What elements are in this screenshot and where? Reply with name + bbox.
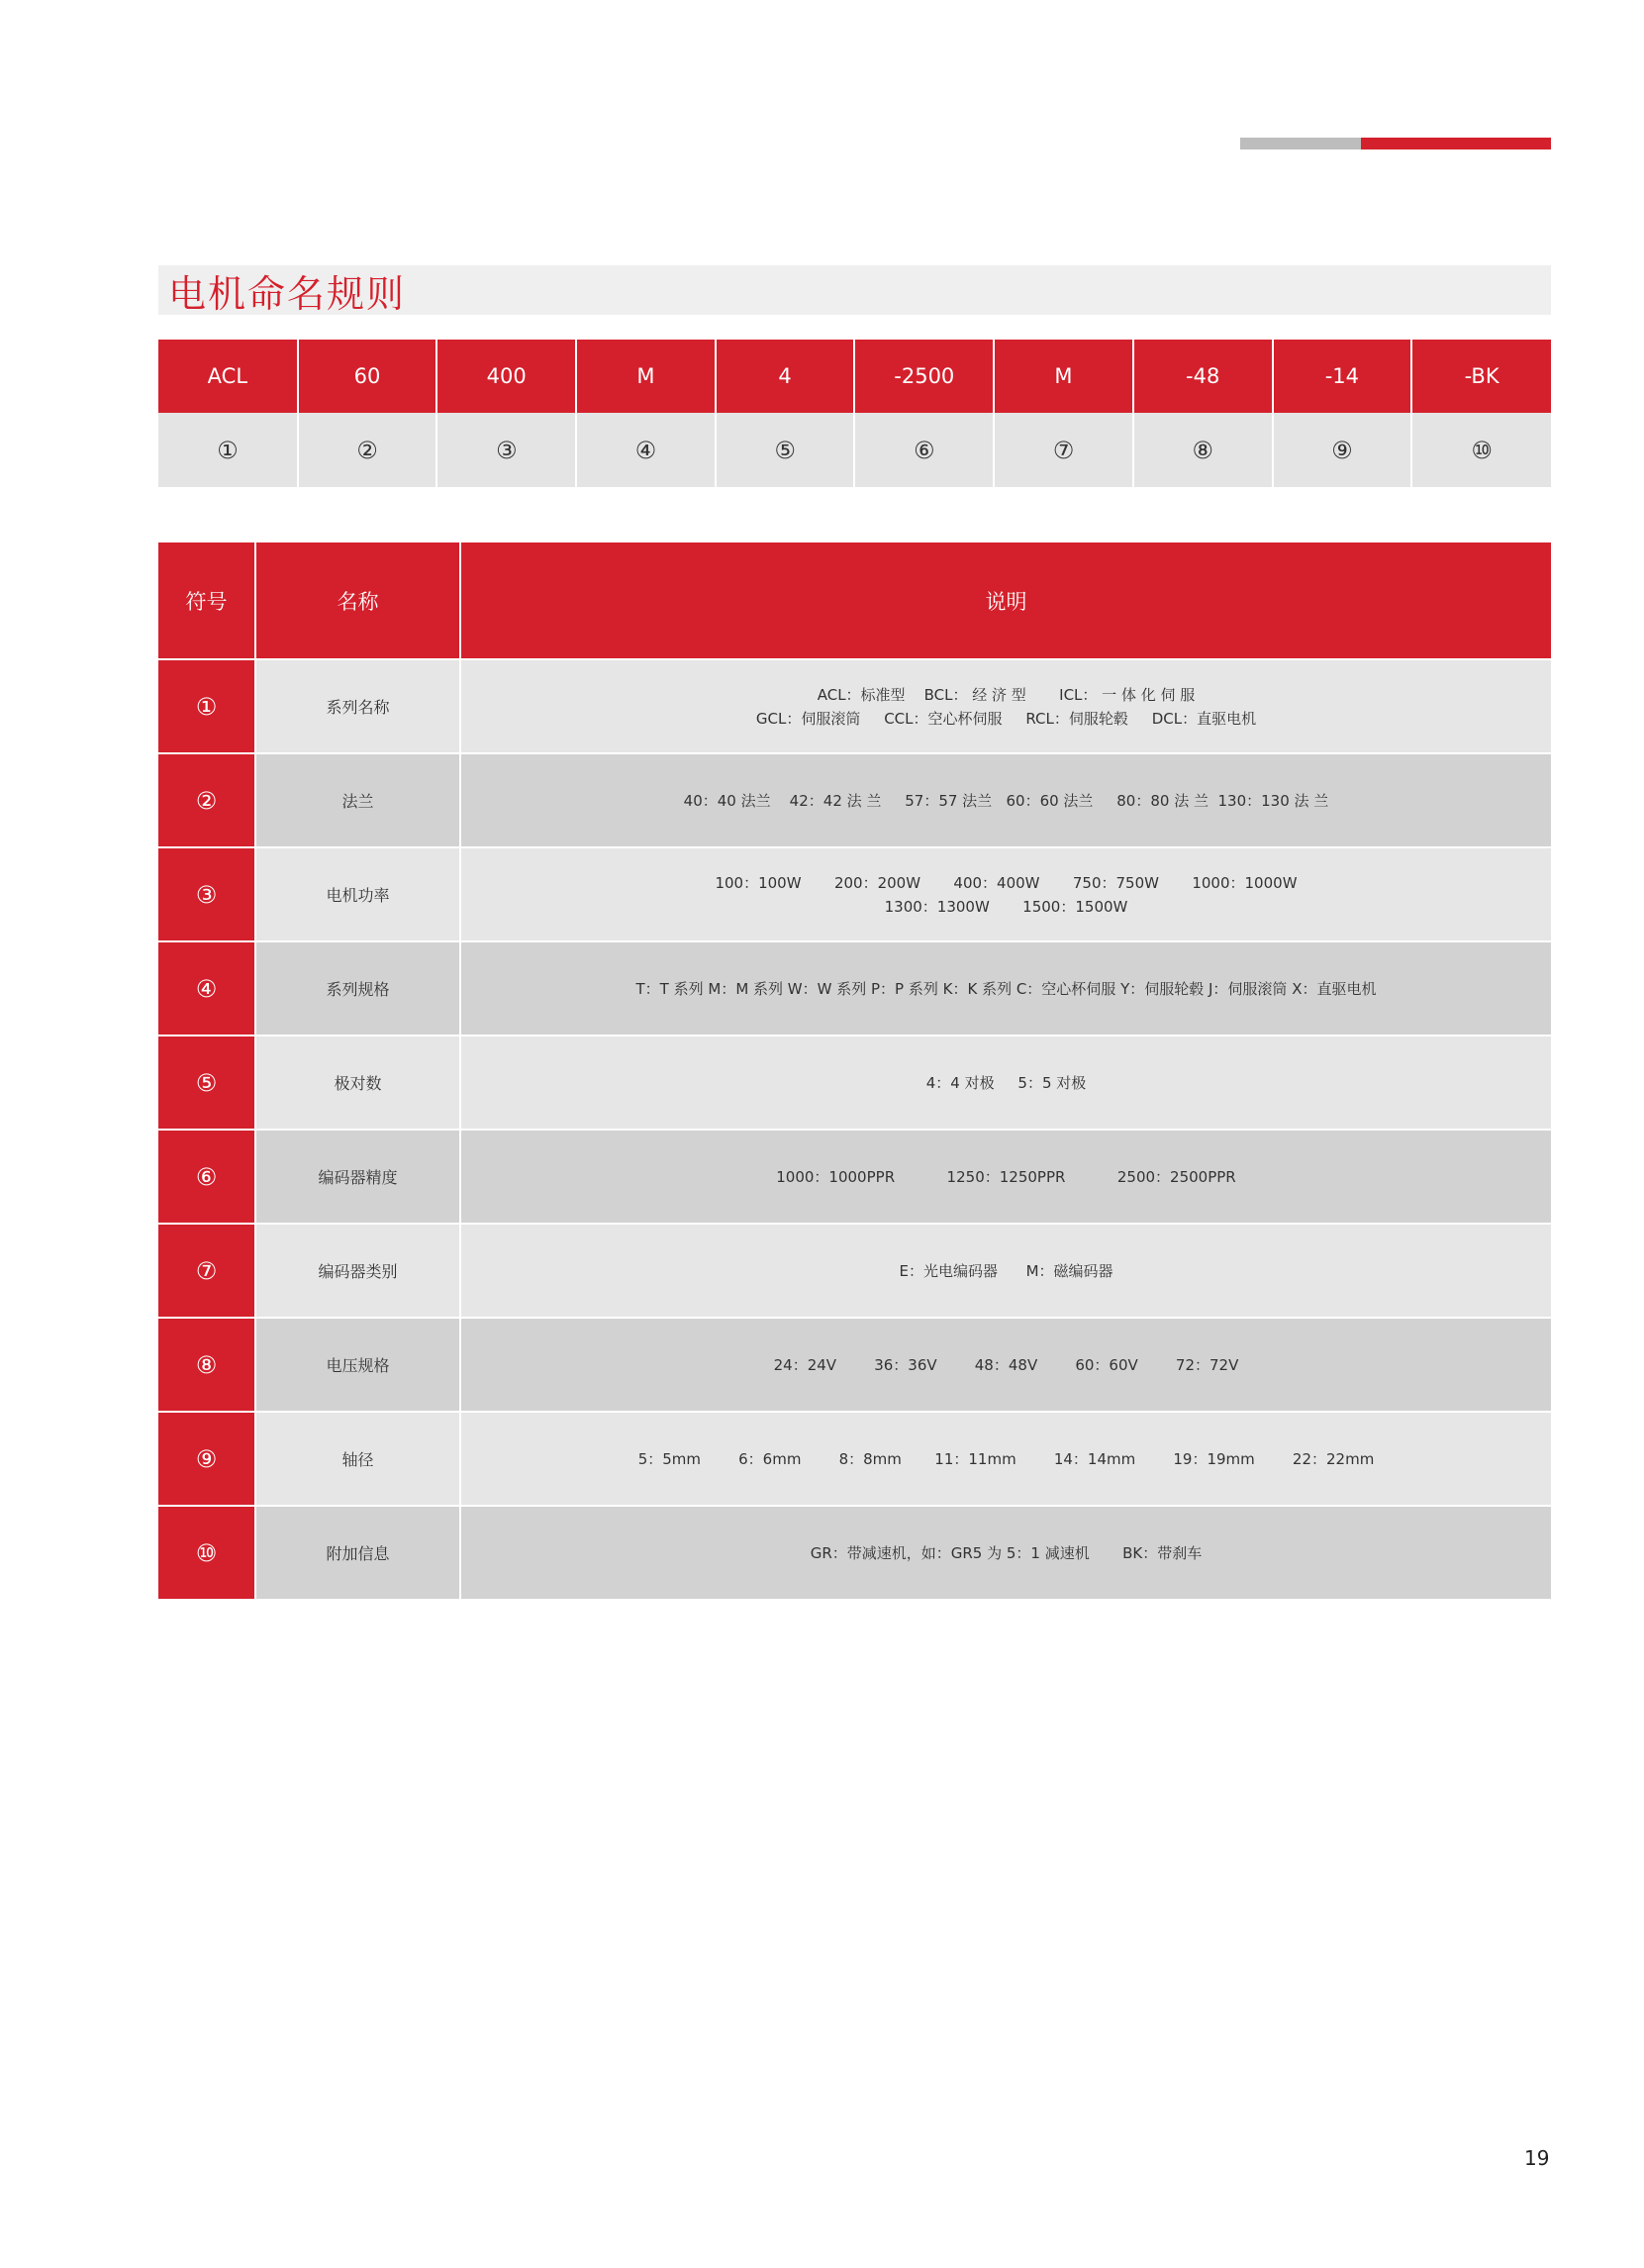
row-name: 极对数: [255, 1035, 460, 1130]
code-marker: ⑥: [854, 413, 994, 487]
row-name: 轴径: [255, 1412, 460, 1506]
code-part: 4: [716, 340, 855, 413]
table-row: [158, 1318, 1551, 1412]
row-symbol: ⑧: [158, 1318, 255, 1412]
code-part: 400: [436, 340, 576, 413]
table-row: [158, 1506, 1551, 1599]
row-description: 100：100W 200：200W 400：400W 750：750W 1000：1000W 1300：1300W 1500：1500W: [460, 847, 1551, 941]
table-row: [158, 1224, 1551, 1318]
code-part: 60: [298, 340, 437, 413]
code-marker: ⑨: [1273, 413, 1412, 487]
row-description: GR：带减速机，如：GR5 为 5：1 减速机 BK：带刹车: [460, 1506, 1551, 1599]
naming-spec-table: [158, 542, 1551, 1599]
row-symbol: ③: [158, 847, 255, 941]
code-part: M: [576, 340, 716, 413]
row-description: 40：40 法兰 42：42 法 兰 57：57 法兰 60：60 法兰 80：80 法 兰 130：130 法 兰: [460, 753, 1551, 847]
code-marker: ⑦: [994, 413, 1133, 487]
row-symbol: ⑦: [158, 1224, 255, 1318]
row-description: 24：24V 36：36V 48：48V 60：60V 72：72V: [460, 1318, 1551, 1412]
code-marker: ②: [298, 413, 437, 487]
code-part: ACL: [158, 340, 298, 413]
table-row: [158, 659, 1551, 753]
row-description: T：T 系列 M：M 系列 W：W 系列 P：P 系列 K：K 系列 C：空心杯伺服 Y：伺服轮毂 J：伺服滚筒 X：直驱电机: [460, 941, 1551, 1035]
code-part: M: [994, 340, 1133, 413]
row-name: 附加信息: [255, 1506, 460, 1599]
table-row: [158, 1035, 1551, 1130]
table-row: [158, 1130, 1551, 1224]
code-marker: ⑤: [716, 413, 855, 487]
code-part: -48: [1133, 340, 1273, 413]
row-symbol: ⑩: [158, 1506, 255, 1599]
code-part: -BK: [1411, 340, 1551, 413]
code-parts-row: [158, 340, 1551, 413]
row-description: 4：4 对极 5：5 对极: [460, 1035, 1551, 1130]
row-symbol: ⑤: [158, 1035, 255, 1130]
row-description: E：光电编码器 M：磁编码器: [460, 1224, 1551, 1318]
page-title: 电机命名规则: [168, 271, 407, 316]
row-symbol: ②: [158, 753, 255, 847]
table-row: [158, 847, 1551, 941]
code-marker: ⑧: [1133, 413, 1273, 487]
code-marker: ③: [436, 413, 576, 487]
spec-table-header: [158, 542, 1551, 659]
code-part: -14: [1273, 340, 1412, 413]
section-title-bar: [158, 265, 1551, 315]
row-name: 电压规格: [255, 1318, 460, 1412]
row-name: 系列名称: [255, 659, 460, 753]
code-part: -2500: [854, 340, 994, 413]
code-marker: ①: [158, 413, 298, 487]
code-marker: ④: [576, 413, 716, 487]
naming-code-table: [158, 340, 1551, 487]
code-marker: ⑩: [1411, 413, 1551, 487]
row-name: 法兰: [255, 753, 460, 847]
header-decoration-red: [1361, 138, 1551, 149]
header-decoration-gray: [1240, 138, 1361, 149]
table-row: [158, 1412, 1551, 1506]
row-name: 编码器类别: [255, 1224, 460, 1318]
page-number: 19: [1524, 2146, 1550, 2170]
row-name: 电机功率: [255, 847, 460, 941]
code-markers-row: [158, 413, 1551, 487]
row-symbol: ①: [158, 659, 255, 753]
table-row: [158, 941, 1551, 1035]
row-name: 系列规格: [255, 941, 460, 1035]
header-symbol: 符号: [158, 542, 255, 659]
row-description: 1000：1000PPR 1250：1250PPR 2500：2500PPR: [460, 1130, 1551, 1224]
row-symbol: ⑨: [158, 1412, 255, 1506]
header-description: 说明: [460, 542, 1551, 659]
header-name: 名称: [255, 542, 460, 659]
row-symbol: ⑥: [158, 1130, 255, 1224]
row-description: 5：5mm 6：6mm 8：8mm 11：11mm 14：14mm 19：19mm 22：22mm: [460, 1412, 1551, 1506]
row-name: 编码器精度: [255, 1130, 460, 1224]
table-row: [158, 753, 1551, 847]
row-symbol: ④: [158, 941, 255, 1035]
row-description: ACL：标准型 BCL： 经 济 型 ICL： 一 体 化 伺 服 GCL：伺服滚筒 CCL：空心杯伺服 RCL：伺服轮毂 DCL：直驱电机: [460, 659, 1551, 753]
